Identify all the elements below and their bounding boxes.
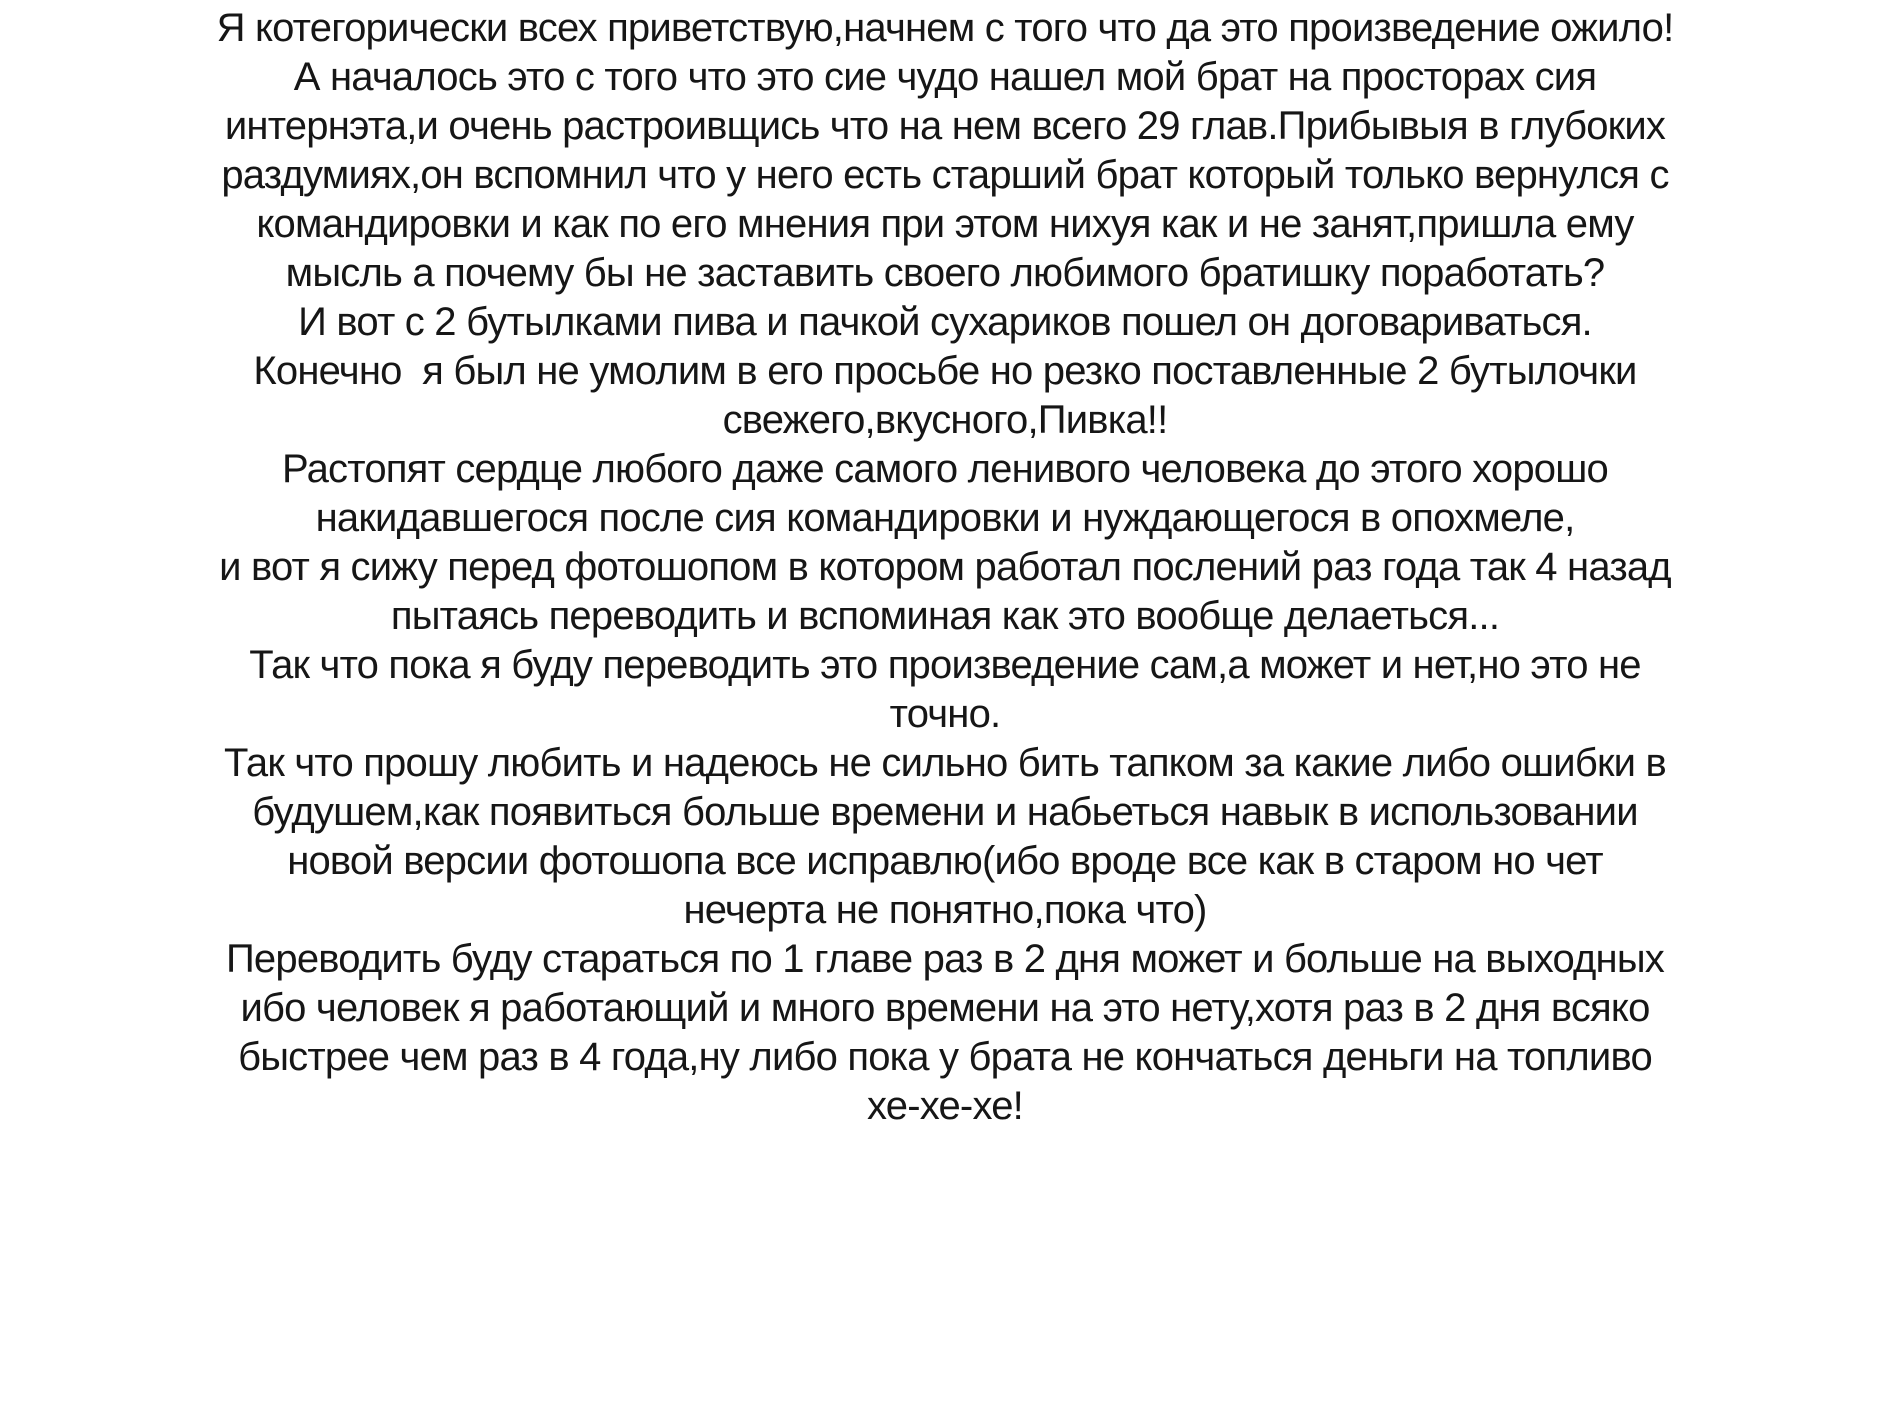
text-line: командировки и как по его мнения при этом нихуя как и не занят,пришла ему bbox=[256, 202, 1634, 246]
text-line: Конечно я был не умолим в его просьбе но резко поставленные 2 бутылочки bbox=[253, 349, 1637, 393]
text-line: нечерта не понятно,пока что) bbox=[683, 888, 1207, 932]
text-line: и вот я сижу перед фотошопом в котором работал послений раз года так 4 назад bbox=[219, 545, 1671, 589]
text-line: хе-хе-хе! bbox=[867, 1084, 1023, 1128]
text-line: будушем,как появиться больше времени и набьеться навык в использовании bbox=[252, 790, 1638, 834]
text-line: Так что прошу любить и надеюсь не сильно бить тапком за какие либо ошибки в bbox=[224, 741, 1666, 785]
text-line: Так что пока я буду переводить это произведение сам,а может и нет,но это не bbox=[249, 643, 1641, 687]
text-line: интернэта,и очень растроивщись что на нем всего 29 глав.Прибывыя в глубоких bbox=[224, 104, 1666, 148]
text-line: новой версии фотошопа все исправлю(ибо вроде все как в старом но чет bbox=[287, 839, 1603, 883]
text-line: Я котегорически всех приветствую,начнем с того что да это произведение ожило! bbox=[216, 6, 1674, 50]
text-line: ибо человек я работающий и много времени на это нету,хотя раз в 2 дня всяко bbox=[240, 986, 1650, 1030]
text-line: свежего,вкусного,Пивка!! bbox=[722, 398, 1168, 442]
translator-note bbox=[40, 4, 1850, 1131]
text-line: точно. bbox=[889, 692, 1001, 736]
text-line: Растопят сердце любого даже самого ленивого человека до этого хорошо bbox=[282, 447, 1608, 491]
text-line: пытаясь переводить и вспоминая как это вообще делаеться... bbox=[390, 594, 1500, 638]
text-line: быстрее чем раз в 4 года,ну либо пока у брата не кончаться деньги на топливо bbox=[238, 1035, 1652, 1079]
text-line: И вот с 2 бутылками пива и пачкой сухариков пошел он договариваться. bbox=[298, 300, 1592, 344]
text-line: А началось это с того что это сие чудо нашел мой брат на просторах сия bbox=[293, 55, 1597, 99]
text-line: накидавшегося после сия командировки и нуждающегося в опохмеле, bbox=[315, 496, 1575, 540]
text-line: раздумиях,он вспомнил что у него есть старший брат который только вернулся с bbox=[221, 153, 1669, 197]
text-line: мысль а почему бы не заставить своего любимого братишку поработать? bbox=[285, 251, 1605, 295]
text-line: Переводить буду стараться по 1 главе раз в 2 дня может и больше на выходных bbox=[225, 937, 1664, 981]
